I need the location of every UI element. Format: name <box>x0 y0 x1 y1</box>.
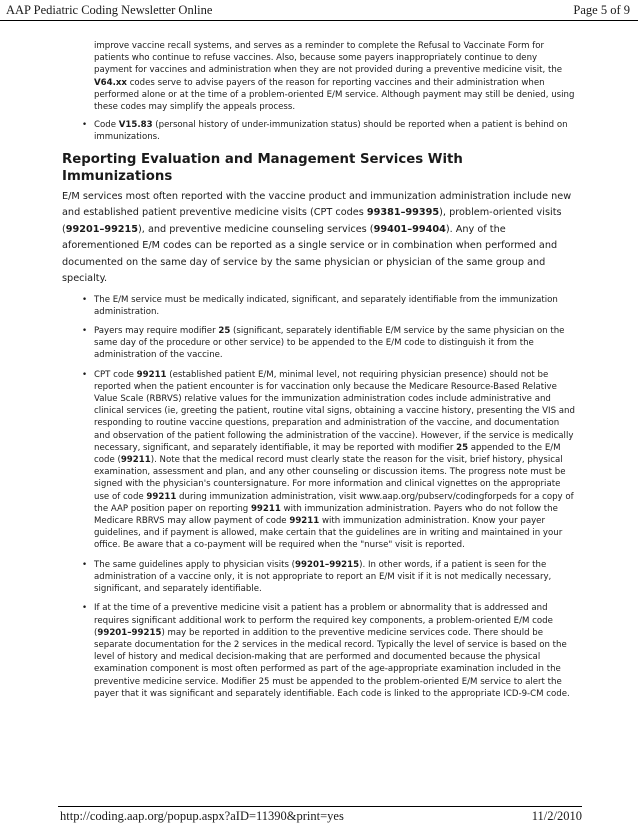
footer-rule <box>58 806 582 807</box>
code-emphasis: V15.83 <box>118 120 153 131</box>
list-item: • Payers may require modifier 25 (significant, separately identifiable E/M service by the same physician on the same day of the procedure or other service) to be appended to the E/M code to distinguish it from the administration of the vaccine. <box>62 325 576 362</box>
section-heading: Reporting Evaluation and Management Services With Immunizations <box>62 151 463 184</box>
list-item: • Code V15.83 (personal history of under-immunization status) should be reported when a patient is behind on immunizations. <box>62 119 576 143</box>
list-item: • The same guidelines apply to physician visits (99201–99215). In other words, if a patient is seen for the administration of a vaccine only, it is not appropriate to report an E/M visit if it is not medically necessary, significant, and separately identifiable. <box>62 559 576 596</box>
list-item: • CPT code 99211 (established patient E/M, minimal level, not requiring physician presence) should not be reported when the patient encounter is for vaccination only because the Medicare Resource-Based Relative Value Scale (RBRVS) relative values for the immunization administration codes include administrative and clinical services (ie, greeting the patient, routine vital signs, obtaining a vaccine history, presenting the VIS and responding to routine vaccine questions, preparation and administration of the vaccine, and documentation and observation of the patient following the administration of the vaccine). However, if the service is medically necessary, significant, and separately identifiable, it may be reported with modifier 25 appended to the E/M code (99211). Note that the medical record must clearly state the reason for the visit, brief history, physical examination, assessment and plan, and any other counseling or discussion items. The progress note must be signed with the physician's countersignature. For more information and clinical vignettes on the appropriate use of code 99211 during immunization administration, visit www.aap.org/pubserv/codingforpeds for a copy of the AAP position paper on reporting 99211 with immunization administration. Payers who do not follow the Medicare RBRVS may allow payment of code 99211 with immunization administration. Know your payer guidelines, and if payment is allowed, make certain that the guidelines are in writing and maintained in your office. Be aware that a co-payment will be required when the "nurse" visit is reported. <box>62 369 576 552</box>
list-item: • If at the time of a preventive medicine visit a patient has a problem or abnormality that is addressed and requires significant additional work to perform the required key components, a problem-oriented E/M code (99201–99215) may be reported in addition to the preventive medicine services code. There should be separate documentation for the 2 services in the medical record. Typically the level of service is based on the level of history and medical decision-making that are performed and documented because the physical examination component is most often performed as part of the age-appropriate examination included in the preventive medicine service. Modifier 25 must be appended to the problem-oriented E/M service to alert the payer that it was significant and separately identifiable. Each code is linked to the appropriate ICD-9-CM code. <box>62 602 576 700</box>
header-rule <box>0 20 638 21</box>
print-date: 11/2/2010 <box>531 809 582 823</box>
em-guidelines-list <box>62 294 576 700</box>
code-emphasis: 99211 <box>289 516 320 527</box>
code-emphasis: 25 <box>456 442 469 453</box>
article-content <box>62 40 576 707</box>
page-footer <box>0 806 638 826</box>
page-header <box>0 0 638 22</box>
code-emphasis: 99201–99215 <box>97 627 162 638</box>
newsletter-title: AAP Pediatric Coding Newsletter Online <box>6 3 213 17</box>
list-item: • The E/M service must be medically indicated, significant, and separately identifiable from the immunization administration. <box>62 294 576 318</box>
code-emphasis: V64.xx <box>94 77 127 88</box>
code-emphasis: 25 <box>218 326 231 337</box>
code-emphasis: 99211 <box>120 455 151 466</box>
code-emphasis: 99211 <box>146 491 177 502</box>
continued-paragraph: improve vaccine recall systems, and serves as a reminder to complete the Refusal to Vaccinate Form for patients who continue to refuse vaccines. Also, because some payers inappropriately continue to deny payment for vaccines and administration when they are not provided during a preventive medicine visit, the V64.xx codes serve to advise payers of the reason for reporting vaccines and their administration when performed alone or at the time of a problem-oriented E/M service. Although payment may still be denied, using these codes may simplify the appeals process. <box>94 41 575 113</box>
history-code-list <box>62 119 576 143</box>
page-number: Page 5 of 9 <box>573 3 630 17</box>
section-intro: E/M services most often reported with the vaccine product and immunization administration include new and established patient preventive medicine visits (CPT codes 99381–99395), problem-oriented visits (99201–99215), and preventive medicine counseling services (99401–99404). Any of the aforementioned E/M codes can be reported as a single service or in combination when performed and documented on the same day of service by the same physician or physician of the same group and specialty. <box>62 190 572 285</box>
code-emphasis: 99211 <box>136 369 167 380</box>
code-emphasis: 99201–99215 <box>65 223 139 235</box>
code-emphasis: 99381–99395 <box>366 207 440 219</box>
code-emphasis: 99401–99404 <box>373 223 446 235</box>
code-emphasis: 99201–99215 <box>295 559 360 570</box>
page-url: http://coding.aap.org/popup.aspx?aID=11390&print=yes <box>60 809 344 823</box>
code-emphasis: 99211 <box>250 503 281 514</box>
